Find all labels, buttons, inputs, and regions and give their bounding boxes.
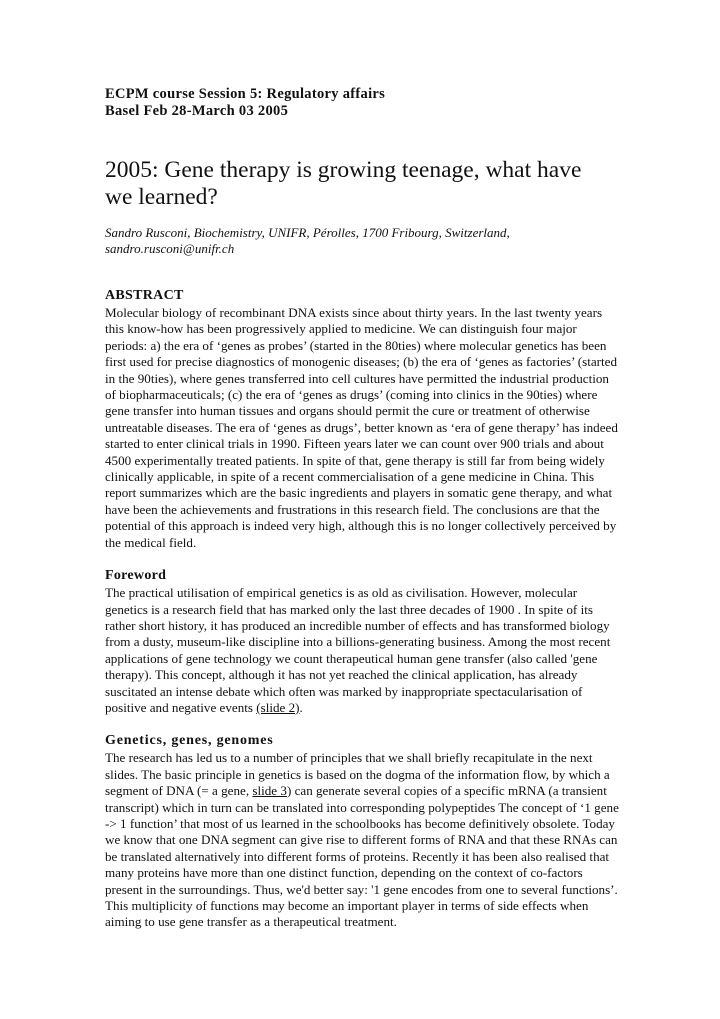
foreword-paragraph	[105, 585, 620, 716]
genetics-heading: Genetics, genes, genomes	[105, 733, 274, 749]
course-header-line-2: Basel Feb 28-March 03 2005	[105, 103, 289, 119]
course-header-line-1: ECPM course Session 5: Regulatory affairs	[105, 86, 386, 102]
abstract-heading: ABSTRACT	[105, 288, 184, 303]
author-email: sandro.rusconi@unifr.ch	[105, 241, 235, 256]
foreword-heading: Foreword	[105, 568, 167, 584]
document-title	[105, 157, 620, 211]
foreword-text-end: .	[299, 699, 303, 715]
document-page	[105, 86, 620, 931]
genetics-text: The research has led us to a number of principles that we shall briefly recapitulate in the next slides. The basic principle in genetics is based on the dogma of the information flow, by which a segment of DNA (= a gene,	[105, 750, 610, 799]
genetics-text-end: ) can generate several copies of a specific mRNA (a transient transcript) which in turn can be translated into corresponding polypeptides The concept of ‘1 gene -> 1 function’ that most of us learned in the schoolbooks has become definitively obsolete. Today we know that one DNA segment can give rise to different forms of RNA and that these RNAs can be translated alternatively into different forms of proteins. Recently it has been also realised that many proteins have more than one distinct function, depending on the context of co-factors present in the surroundings. Thus, we'd better say: '1 gene encodes from one to several functions’. This multiplicity of functions may become an important player in terms of side effects when aiming to use gene transfer as a therapeutical treatment.	[105, 783, 619, 930]
course-header	[105, 86, 620, 120]
slide-2-link[interactable]: (slide 2)	[256, 699, 300, 715]
author-affiliation	[105, 225, 620, 257]
foreword-text: The practical utilisation of empirical genetics is as old as civilisation. However, molecular genetics is a research field that has marked only the last three decades of 1900 . In spite of its rather short history, it has produced an incredible number of effects and has transformed biology from a dusty, museum-like discipline into a billions-generating business. Among the most recent applications of gene technology we count therapeutical human gene transfer (also called 'gene therapy). This concept, although it has not yet reached the clinical application, has already suscitated an intense debate which often was marked by inappropriate spectacularisation of positive and negative events	[105, 585, 611, 715]
author-affiliation-line: Sandro Rusconi, Biochemistry, UNIFR, Pérolles, 1700 Fribourg, Switzerland,	[105, 225, 510, 240]
slide-3-link[interactable]: slide 3	[252, 783, 287, 799]
document-title-line-1: 2005: Gene therapy is growing teenage, what have	[105, 157, 582, 183]
abstract-paragraph: Molecular biology of recombinant DNA exists since about thirty years. In the last twenty years this know-how has been progressively applied to medicine. We can distinguish four major periods: a) the era of ‘genes as probes’ (started in the 80ties) where molecular genetics has been first used for precise diagnostics of monogenic diseases; (b) the era of ‘genes as factories’ (started in the 90ties), where genes transferred into cell cultures have permitted the industrial production of biopharmaceuticals; (c) the era of ‘genes as drugs’ (coming into clinics in the 90ties) where gene transfer into human tissues and organs should permit the cure or treatment of otherwise untreatable diseases. The era of ‘genes as drugs’, better known as ‘era of gene therapy’ has indeed started to enter clinical trials in 1990. Fifteen years later we can count over 900 trials and about 4500 experimentally treated patients. In spite of that, gene therapy is still far from being widely clinically applicable, in spite of a recent commercialisation of a gene medicine in China. This report summarizes which are the basic ingredients and players in somatic gene therapy, and what have been the achievements and frustrations in this research field. The conclusions are that the potential of this approach is indeed very high, although this is no longer collectively perceived by the medical field.	[105, 305, 618, 550]
document-title-line-2: we learned?	[105, 184, 218, 210]
genetics-paragraph	[105, 750, 620, 930]
